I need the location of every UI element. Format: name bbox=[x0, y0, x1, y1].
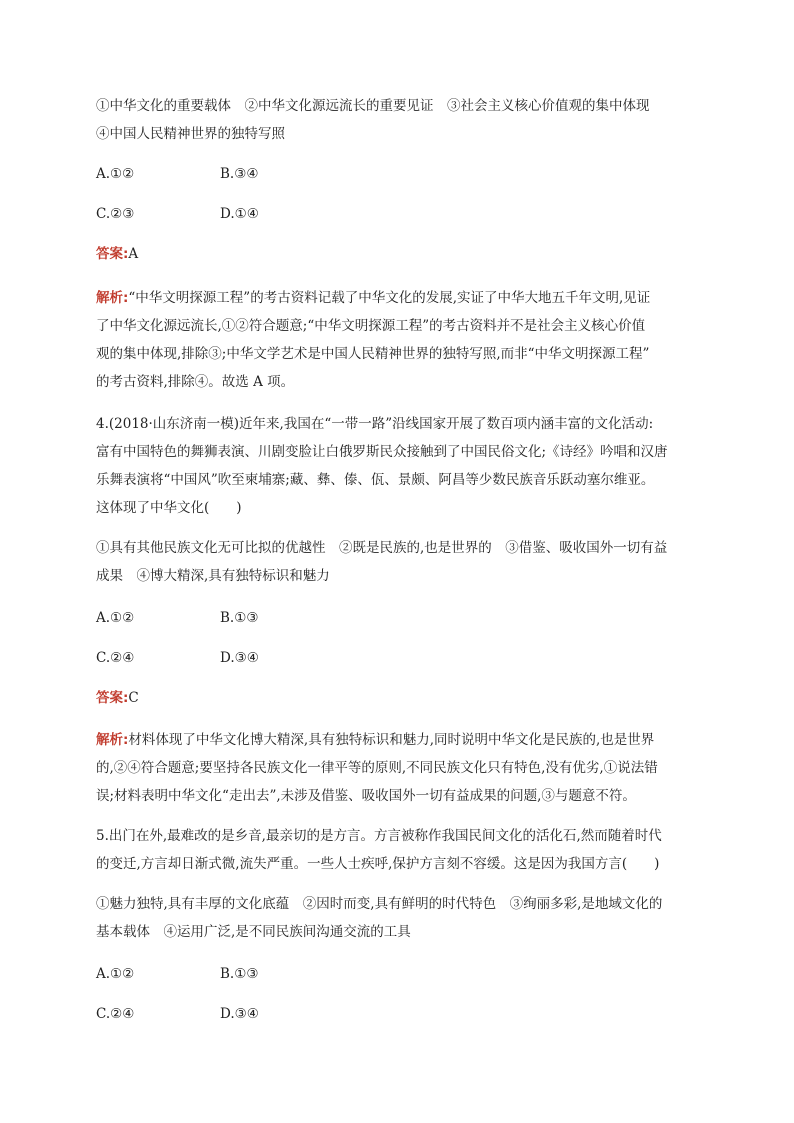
q4-stem-line-1: 4.(2018·山东济南一模)近年来,我国在“一带一路”沿线国家开展了数百项内涵丰富的文化活动: bbox=[96, 416, 654, 432]
q5-option-a: A.①② bbox=[96, 966, 135, 982]
answer-label: 答案: bbox=[96, 690, 129, 706]
q3-analysis-line-4: 的考古资料,排除④。故选 A 项。 bbox=[96, 374, 295, 390]
answer-value: A bbox=[128, 246, 139, 262]
q5-option-b: B.①③ bbox=[220, 966, 259, 982]
answer-value: C bbox=[128, 690, 139, 706]
q3-analysis-line-2: 了中华文化源远流长,①②符合题意;“中华文明探源工程”的考古资料并不是社会主义核心价值 bbox=[96, 318, 646, 334]
q4-analysis-line-1 bbox=[96, 730, 654, 750]
q3-option-d: D.①④ bbox=[220, 206, 259, 222]
q5-option-d: D.③④ bbox=[220, 1006, 259, 1022]
q4-option-c: C.②④ bbox=[96, 650, 135, 666]
analysis-label: 解析: bbox=[96, 290, 129, 306]
q4-stem-line-3: 乐舞表演将“中国风”吹至柬埔寨;藏、彝、傣、佤、景颇、阿昌等少数民族音乐跃动塞尔维亚。 bbox=[96, 472, 655, 488]
q4-stem-line-2: 富有中国特色的舞狮表演、川剧变脸让白俄罗斯民众接触到了中国民俗文化;《诗经》吟唱和汉唐 bbox=[96, 444, 668, 460]
q5-statement-line-1: ①魅力独特,具有丰厚的文化底蕴 ②因时而变,具有鲜明的时代特色 ③绚丽多彩,是地域文化的 bbox=[96, 896, 663, 912]
q4-option-a: A.①② bbox=[96, 610, 135, 626]
q4-statement-line-1: ①具有其他民族文化无可比拟的优越性 ②既是民族的,也是世界的 ③借鉴、吸收国外一切有益 bbox=[96, 540, 668, 556]
analysis-text: 材料体现了中华文化博大精深,具有独特标识和魅力,同时说明中华文化是民族的,也是世界 bbox=[128, 732, 655, 748]
q4-statement-line-2: 成果 ④博大精深,具有独特标识和魅力 bbox=[96, 568, 330, 584]
q3-option-a: A.①② bbox=[96, 166, 135, 182]
q3-option-c: C.②③ bbox=[96, 206, 135, 222]
analysis-label: 解析: bbox=[96, 732, 129, 748]
q4-option-d: D.③④ bbox=[220, 650, 259, 666]
q5-stem-line-2: 的变迁,方言却日渐式微,流失严重。一些人士疾呼,保护方言刻不容缓。这是因为我国方言( ) bbox=[96, 856, 660, 872]
q3-analysis-line-3: 观的集中体现,排除③;中华文学艺术是中国人民精神世界的独特写照,而非“中华文明探源工程” bbox=[96, 346, 650, 362]
q3-answer bbox=[96, 244, 138, 264]
q4-option-b: B.①③ bbox=[220, 610, 259, 626]
q5-stem-line-1: 5.出门在外,最难改的是乡音,最亲切的是方言。方言被称作我国民间文化的活化石,然而随着时代 bbox=[96, 828, 662, 844]
q4-answer bbox=[96, 688, 139, 708]
analysis-text: “中华文明探源工程”的考古资料记载了中华文化的发展,实证了中华大地五千年文明,见证 bbox=[128, 290, 651, 306]
q4-analysis-line-3: 误;材料表明中华文化“走出去”,未涉及借鉴、吸收国外一切有益成果的问题,③与题意不符。 bbox=[96, 788, 636, 804]
q3-analysis-line-1 bbox=[96, 288, 650, 308]
answer-label: 答案: bbox=[96, 246, 129, 262]
q5-option-c: C.②④ bbox=[96, 1006, 135, 1022]
q3-statement-line-2: ④中国人民精神世界的独特写照 bbox=[96, 126, 285, 142]
q4-stem-line-4: 这体现了中华文化( ) bbox=[96, 500, 242, 516]
q5-statement-line-2: 基本载体 ④运用广泛,是不同民族间沟通交流的工具 bbox=[96, 924, 411, 940]
q4-analysis-line-2: 的,②④符合题意;要坚持各民族文化一律平等的原则,不同民族文化只有特色,没有优劣,①说法错 bbox=[96, 760, 658, 776]
q3-statement-line-1: ①中华文化的重要载体 ②中华文化源远流长的重要见证 ③社会主义核心价值观的集中体现 bbox=[96, 98, 650, 114]
q3-option-b: B.③④ bbox=[220, 166, 259, 182]
